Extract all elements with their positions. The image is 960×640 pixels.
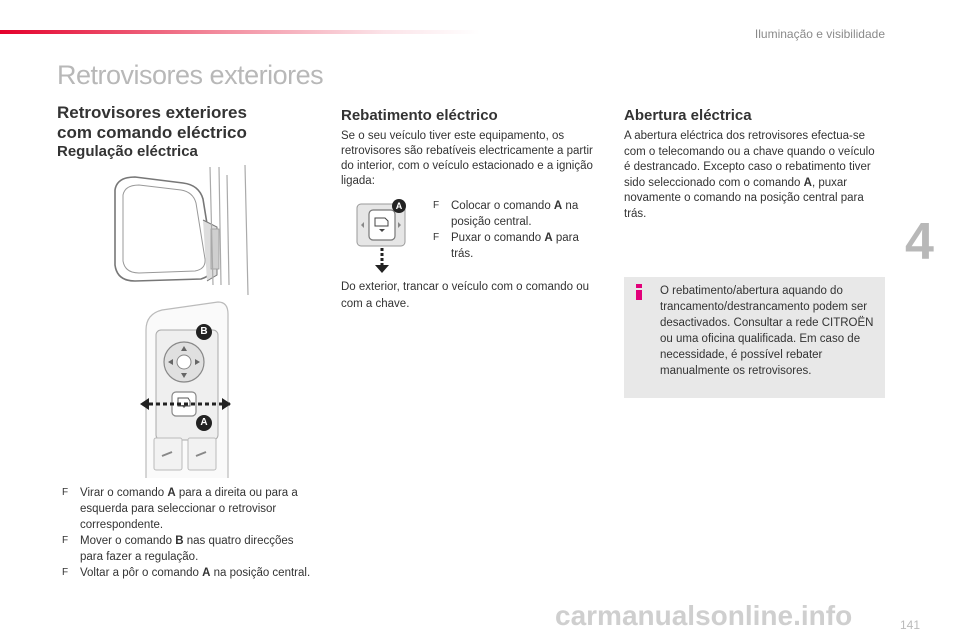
middle-instructions: [433, 198, 598, 262]
left-heading-line1: Retrovisores exteriores: [57, 103, 247, 122]
left-subheading: Regulação eléctrica: [57, 143, 198, 160]
middle-footer: Do exterior, trancar o veículo com o comando ou com a chave.: [341, 281, 590, 310]
list-item: [62, 485, 317, 533]
list-item: [62, 565, 317, 581]
item-key: A: [553, 200, 563, 212]
chapter-number: 4: [905, 213, 934, 271]
section-title: Iluminação e visibilidade: [754, 27, 885, 41]
bullet-marker: F: [62, 535, 69, 546]
bullet-marker: F: [433, 232, 440, 243]
item-text: Voltar a pôr o comando: [80, 567, 203, 579]
info-text: O rebatimento/abertura aquando do trancamento/destrancamento podem ser desactivados. Consultar a rede CITROËN ou uma oficina qualificada. Em caso de necessidade, é possível rebater manualmente os retrovisores.: [660, 285, 874, 377]
list-item: [62, 533, 317, 565]
item-text: Colocar o comando: [451, 200, 554, 212]
item-text: para trás.: [451, 232, 579, 260]
label-a-badge: A: [392, 199, 406, 213]
page-number: 141: [899, 618, 920, 632]
item-text: Puxar o comando: [451, 232, 545, 244]
right-heading: Abertura eléctrica: [624, 107, 752, 124]
item-key: B: [175, 535, 184, 547]
item-key: A: [544, 232, 553, 244]
middle-heading: Rebatimento eléctrico: [341, 107, 498, 124]
middle-intro: Se o seu veículo tiver este equipamento, os retrovisores são rebatíveis electricamente a partir do interior, com o veículo estacionado e a ignição ligada:: [341, 130, 593, 187]
left-heading: [57, 103, 247, 143]
page-title: Retrovisores exteriores: [57, 60, 324, 90]
item-key: A: [167, 487, 176, 499]
label-a-badge: A: [196, 415, 212, 431]
left-heading-line2: com comando eléctrico: [57, 123, 247, 142]
item-text: na posição central.: [451, 200, 579, 228]
bullet-marker: F: [62, 567, 69, 578]
bullet-marker: F: [433, 200, 440, 211]
item-key: A: [202, 567, 211, 579]
paragraph-text: , puxar novamente o comando na posição central para trás.: [624, 176, 864, 220]
header-accent-bar: [0, 30, 480, 34]
item-text: para a direita ou para a esquerda para seleccionar o retrovisor correspondente.: [80, 487, 298, 531]
right-paragraph: [624, 129, 879, 222]
item-text: Mover o comando: [80, 535, 176, 547]
paragraph-key: A: [803, 176, 812, 189]
list-item: [433, 198, 598, 230]
item-text: na posição central.: [210, 567, 311, 579]
watermark: carmanualsonline.info: [555, 600, 853, 631]
item-text: nas quatro direcções para fazer a regulação.: [80, 535, 294, 563]
paragraph-text: A abertura eléctrica dos retrovisores efectua-se com o telecomando ou a chave quando o veículo é destrancado. Excepto caso o rebatimento tiver sido seleccionado com o comando: [624, 130, 875, 189]
fold-switch-illustration: [355, 200, 415, 275]
bullet-marker: F: [62, 487, 69, 498]
left-instructions: [62, 485, 317, 581]
list-item: [433, 230, 598, 262]
mirror-illustration: [95, 165, 255, 310]
item-text: Virar o comando: [80, 487, 168, 499]
label-b-badge: B: [196, 324, 212, 340]
rotate-arrows-icon: [138, 388, 233, 422]
info-icon: [634, 284, 644, 300]
